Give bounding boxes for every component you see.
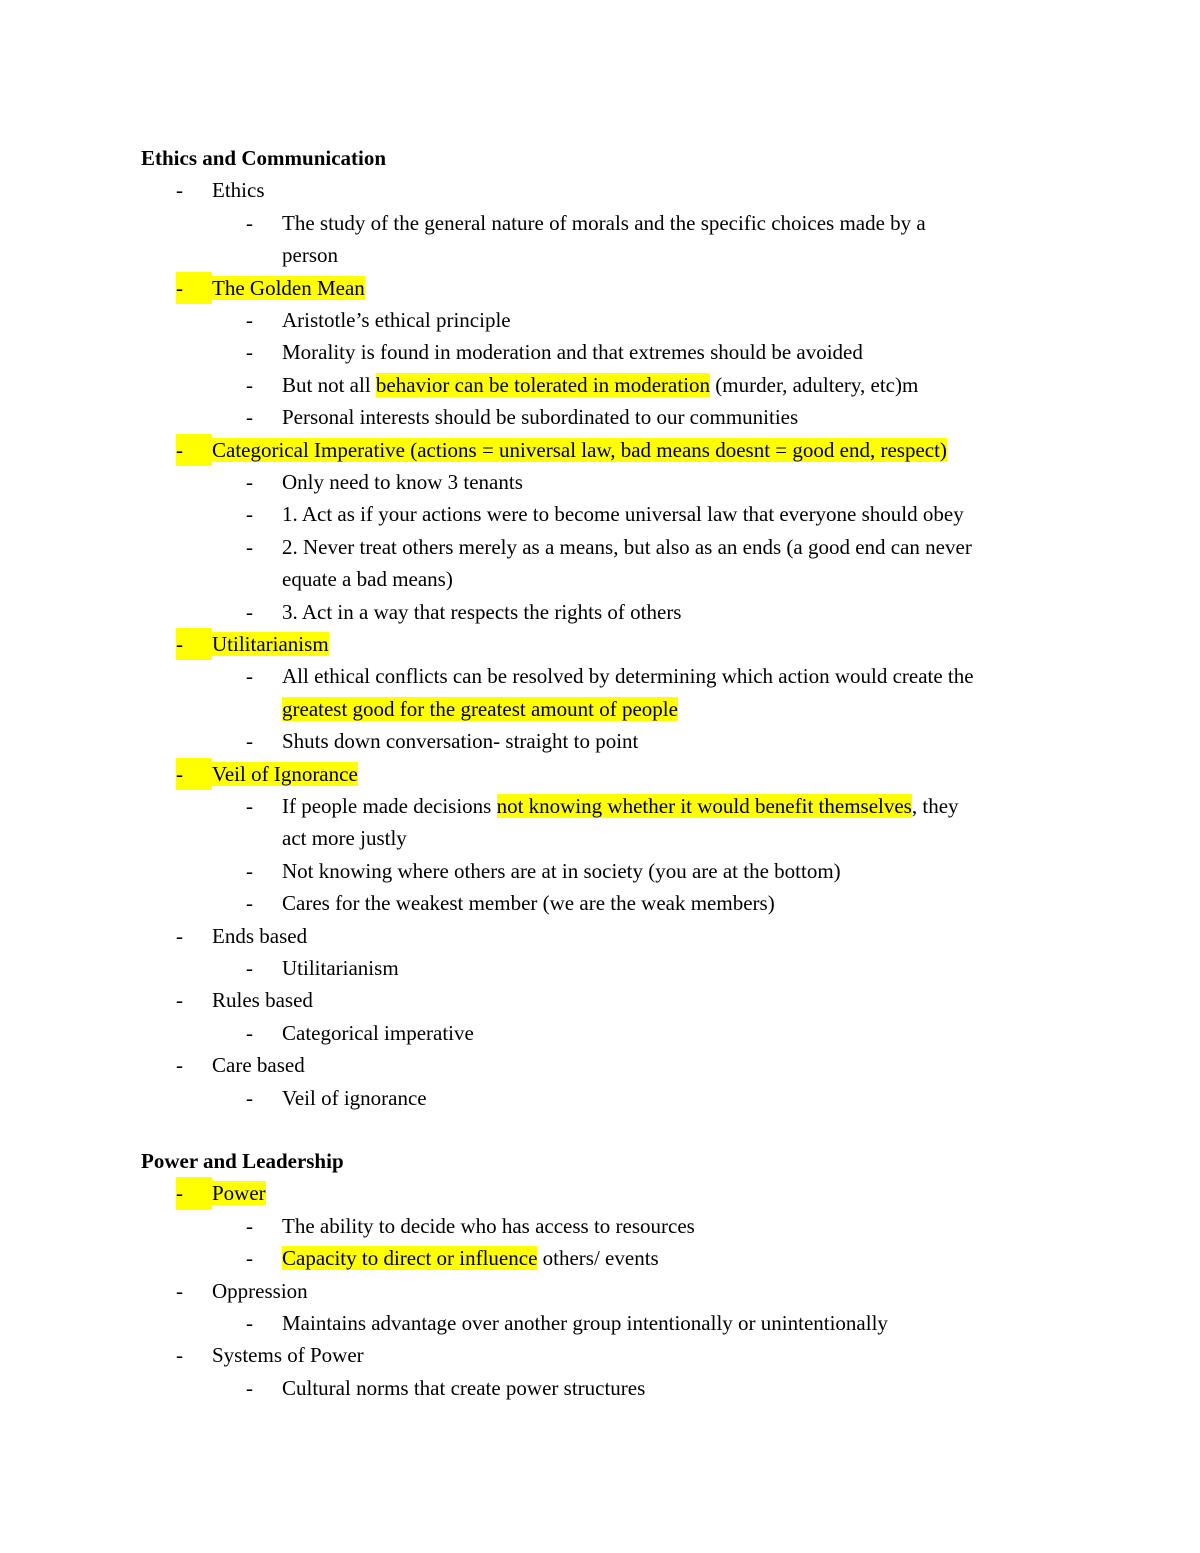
list-item-text [212,758,358,790]
bullet-dash: - [176,628,212,660]
text-run: Personal interests should be subordinated to our communities [282,405,799,430]
text-run: The study of the general nature of morals and the specific choices made by a [282,210,926,235]
highlighted-text: Veil of Ignorance [212,761,358,786]
text-run: 1. Act as if your actions were to become universal law that everyone should obey [282,502,964,527]
text-run: equate a bad means) [282,567,453,592]
highlighted-text: Utilitarianism [212,632,329,656]
text-run: Systems of Power [212,1343,364,1368]
list-item-text [282,466,523,498]
highlighted-text: greatest good for the greatest amount of people [282,696,678,721]
sub-list-item [246,1082,1146,1114]
highlighted-text: behavior can be tolerated in moderation [375,372,711,397]
list-item-text [282,887,775,919]
list-item-text [282,304,511,336]
text-run: Ends based [212,923,308,948]
text-run: Shuts down conversation- straight to point [282,729,639,754]
list-item-continuation [282,693,678,725]
sub-list-item [246,660,1146,692]
list-item-text [282,1307,888,1339]
sub-list-item [246,1242,1146,1274]
list-item-text [282,498,964,530]
list-item [176,1049,1076,1081]
text-run: 3. Act in a way that respects the rights of others [282,599,682,624]
bullet-dash: - [246,534,253,559]
bullet-dash: - [246,794,253,818]
list-item-text [282,531,972,563]
bullet-dash: - [246,1085,253,1110]
sub-list-item [246,369,1146,401]
list-item-text [282,1210,695,1242]
sub-list-item [246,498,1146,530]
bullet-dash: - [176,923,183,948]
list-item-text [282,369,918,401]
bullet-dash: - [246,308,253,332]
bullet-dash: - [176,758,212,790]
list-item-text [212,272,365,304]
text-run: Morality is found in moderation and that extremes should be avoided [282,340,863,365]
bullet-dash: - [176,1343,183,1368]
list-item [176,758,1076,790]
list-item [176,272,1076,304]
text-run: Rules based [212,988,313,1013]
list-item-text [282,1082,427,1114]
list-item-text [212,1275,308,1307]
list-item-text [282,336,863,368]
list-item-text [212,628,329,660]
bullet-dash: - [176,272,212,304]
bullet-dash: - [246,891,253,916]
list-item-text [282,1242,659,1274]
bullet-dash: - [246,502,253,527]
list-item-text [282,401,798,433]
sub-list-item [246,401,1146,433]
text-run: Maintains advantage over another group intentionally or unintentionally [282,1311,888,1335]
list-item-text [282,1372,645,1404]
bullet-dash: - [246,1020,253,1045]
bullet-dash: - [246,599,253,624]
section-heading: Ethics and Communication [141,146,387,170]
bullet-dash: - [246,1213,253,1238]
list-item [176,1275,1076,1307]
bullet-dash: - [246,372,253,397]
text-run: Aristotle’s ethical principle [282,308,511,332]
bullet-dash: - [246,1246,253,1271]
list-item [176,628,1076,660]
list-item-continuation [282,563,453,595]
bullet-dash: - [176,178,183,203]
text-run: But not all [282,372,376,397]
bullet-dash: - [246,210,253,235]
sub-list-item [246,1307,1146,1339]
list-item-text [212,1339,364,1371]
text-run: The ability to decide who has access to resources [282,1213,695,1238]
list-item-text [282,596,681,628]
list-item [176,434,1076,466]
list-item-text [282,1017,474,1049]
sub-list-item [246,531,1146,563]
highlighted-text: not knowing whether it would benefit themselves [496,794,912,818]
list-item-text [212,1177,266,1209]
text-run: Veil of ignorance [282,1085,427,1110]
sub-list-item [246,304,1146,336]
bullet-dash: - [176,1177,212,1209]
bullet-dash: - [246,729,253,754]
bullet-dash: - [246,858,253,883]
list-item-text [212,434,947,466]
sub-list-item [246,1210,1146,1242]
sub-list-item [246,887,1146,919]
highlighted-text: Capacity to direct or influence [282,1246,538,1271]
sub-list-item [246,855,1146,887]
bullet-dash: - [246,1311,253,1335]
text-run: If people made decisions [282,794,497,818]
text-run: 2. Never treat others merely as a means, but also as an ends (a good end can never [282,534,972,559]
sub-list-item [246,596,1146,628]
text-run: person [282,243,338,268]
section-heading: Power and Leadership [141,1149,344,1173]
bullet-dash: - [176,1278,183,1303]
list-item-text [282,207,926,239]
bullet-dash: - [246,405,253,430]
list-item-text [282,952,399,984]
text-run: Cares for the weakest member (we are the weak members) [282,891,775,916]
sub-list-item [246,466,1146,498]
bullet-dash: - [246,470,253,494]
text-run: act more justly [282,826,407,851]
text-run: Not knowing where others are at in society (you are at the bottom) [282,858,841,883]
list-item [176,984,1076,1016]
sub-list-item [246,790,1146,822]
text-run: Ethics [212,178,265,203]
text-run: Only need to know 3 tenants [282,470,523,494]
sub-list-item [246,336,1146,368]
list-item-continuation [282,822,407,854]
list-item [176,174,1076,206]
sub-list-item [246,1017,1146,1049]
text-run: Cultural norms that create power structures [282,1375,646,1400]
text-run: (murder, adultery, etc)m [710,372,919,397]
text-run: others/ events [537,1246,659,1271]
bullet-dash: - [176,1053,183,1078]
bullet-dash: - [246,340,253,365]
sub-list-item [246,725,1146,757]
list-item-text [282,790,959,822]
sub-list-item [246,207,1146,239]
bullet-dash: - [246,664,253,689]
text-run: Care based [212,1053,305,1078]
list-item [176,1339,1076,1371]
highlighted-text: Power [212,1181,266,1206]
list-item-text [282,725,638,757]
list-item-continuation [282,239,338,271]
list-item [176,1177,1076,1209]
sub-list-item [246,1372,1146,1404]
highlighted-text: The Golden Mean [212,275,365,300]
list-item-text [212,984,313,1016]
list-item-text [212,1049,305,1081]
text-run: , they [911,794,959,818]
text-run: Categorical imperative [282,1020,474,1045]
text-run: All ethical conflicts can be resolved by determining which action would create the [282,664,974,689]
list-item-text [282,660,974,692]
text-run: Utilitarianism [282,956,399,980]
sub-list-item [246,952,1146,984]
list-item [176,920,1076,952]
bullet-dash: - [246,956,253,980]
list-item-text [212,920,307,952]
list-item-text [282,855,841,887]
highlighted-text: Categorical Imperative (actions = universal law, bad means doesnt = good end, respect) [212,437,947,462]
text-run: Oppression [212,1278,308,1303]
bullet-dash: - [176,434,212,466]
bullet-dash: - [176,988,183,1013]
bullet-dash: - [246,1375,253,1400]
list-item-text [212,174,265,206]
